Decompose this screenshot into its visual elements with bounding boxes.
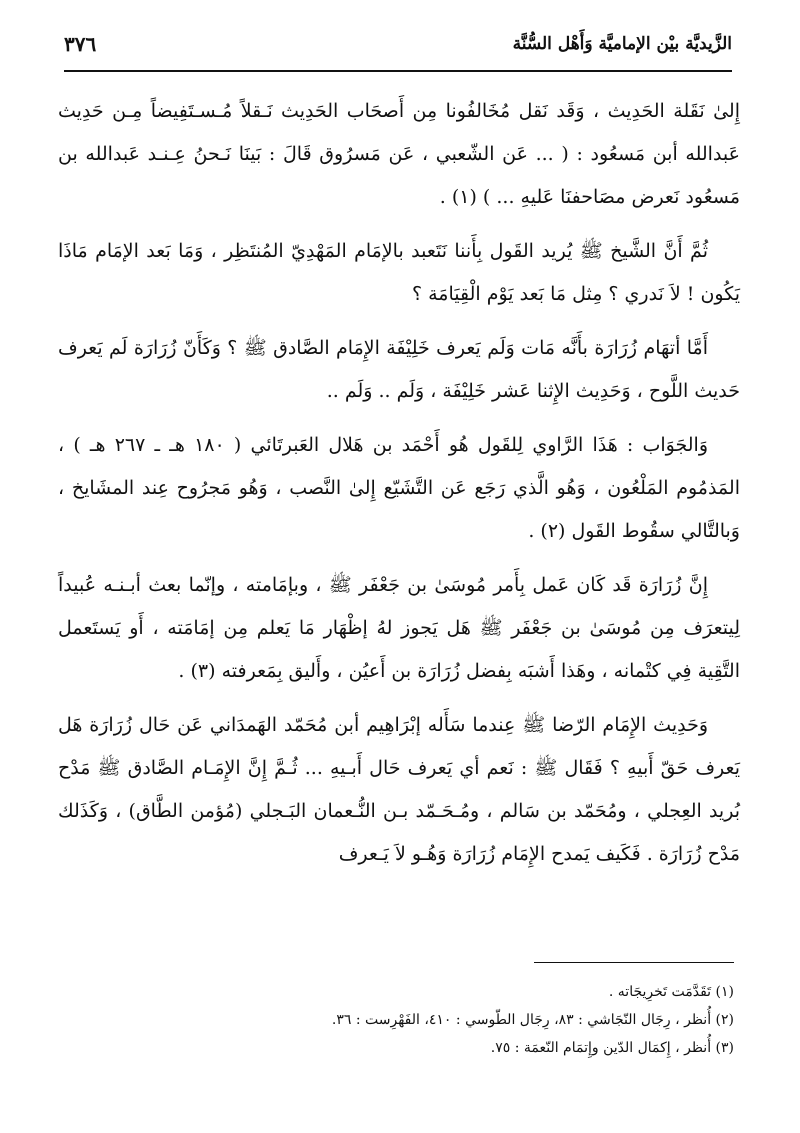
footnotes — [62, 978, 734, 1062]
paragraph: إِلىٰ نَقَلة الحَدِيث ، وَقَد نَقل مُخَالفُونا مِن أَصحَاب الحَدِيث نَـقلاً مُـسـتَفِيضاً مِـن حَدِيث عَبدالله أبن مَسعُود : ( ... عَن الشّعبي ، عَن مَسرُوق قَالَ : بَينَا نَـحنُ عِـنـد عَبدالله بن مَسعُود نَعرض مصَاحفنَا عَليهِ ... ) (١) . — [58, 100, 740, 208]
paragraph: ثُمَّ أَنَّ الشَّيخ ﷺ يُريد القَول بِأَننا نَتَعبد بالإمَام المَهْدِيّ المُنتَظِر ، وَمَا بَعد الإمَام مَاذَا يَكُون ! لاَ نَدري ؟ مِثل مَا بَعد يَوْم الْقِيَامَة ؟ — [58, 240, 740, 305]
footnote: (١) تَقَدَّمَت تَخرِيجَاته . — [608, 984, 734, 1000]
footnote: (٣) أُنظر ، إِكمَال الدّين وإِتمَام النّعمَة : ٧٥. — [490, 1040, 734, 1056]
header-title: الزَّيديَّة بيْن الإماميَّة وَأَهْل السُّنَّة — [512, 34, 732, 54]
footnote: (٢) أُنظر ، رِجَال النّجَاشي : ٨٣، رِجَال الطّوسي : ٤١٠، الفَهْرِست : ٣٦. — [331, 1012, 734, 1028]
body-text — [58, 90, 740, 887]
paragraph: وَالجَوَاب : هَذَا الرَّاوي لِلقَول هُو أَحْمَد بن هَلال العَبرتَائي ( ١٨٠ هـ ـ ٢٦٧ هـ ) ، المَذمُوم المَلْعُون ، وَهُو الَّذي رَجَع عَن التَّشَيّع إِلىٰ النَّصب ، وَهُو مَجرُوح عِند المشَايخ ، وَبالتَّالي سقُوط القَول (٢) . — [58, 434, 740, 542]
header-rule — [64, 70, 732, 72]
paragraph: وَحَدِيث الإِمَام الرّضا ﷺ عِندما سَأَله إبْرَاهِيم أبن مُحَمّد الهَمدَاني عَن حَال زُرَارَة هَل يَعرف حَقّ أَبيهِ ؟ فَقَال ﷺ : نَعم أي يَعرف حَال أَبـيهِ ... ثُـمَّ إِنَّ الإِمَـام الصَّادق ﷺ مَدْح بُريد العِجلي ، ومُحَمّد بن سَالم ، ومُـحَـمّد بـن النُّـعمان البَـجلي (مُؤمن الطَّاق) ، وَكَذَلك مَدْح زُرَارَة . فَكَيف يَمدح الإِمَام زُرَارَة وَهُـو لاَ يَـعرف — [58, 714, 740, 865]
page-number: ٣٧٦ — [64, 32, 97, 56]
running-header — [64, 30, 732, 66]
paragraph: إِنَّ زُرَارَة قَد كَان عَمل بِأَمر مُوسَىٰ بن جَعْفَر ﷺ ، وبإمَامته ، وإنّما بعث أبـنـه عُبيداً لِيتعرَف مِن مُوسَىٰ بن جَعْفَر ﷺ هَل يَجوز لهُ إظْهَار مَا يَعلم مِن إمَامَته ، أَو يَستَعمل التَّقِية فِي كتْمانه ، وهَذا أَشبَه بِفضل زُرَارَة بن أَعيُن ، وأَليق بِمَعرفته (٣) . — [58, 574, 740, 682]
paragraph: أَمَّا أتهَام زُرَارَة بأَنَّه مَات وَلَم يَعرف خَلِيْفَة الإِمَام الصَّادق ﷺ ؟ وَكَأَنّ زُرَارَة لَم يَعرف حَديث اللَّوح ، وَحَدِيث الإِثنا عَشر خَلِيْفَة ، وَلَم .. وَلَم .. — [58, 337, 740, 402]
footnote-rule — [534, 962, 734, 963]
